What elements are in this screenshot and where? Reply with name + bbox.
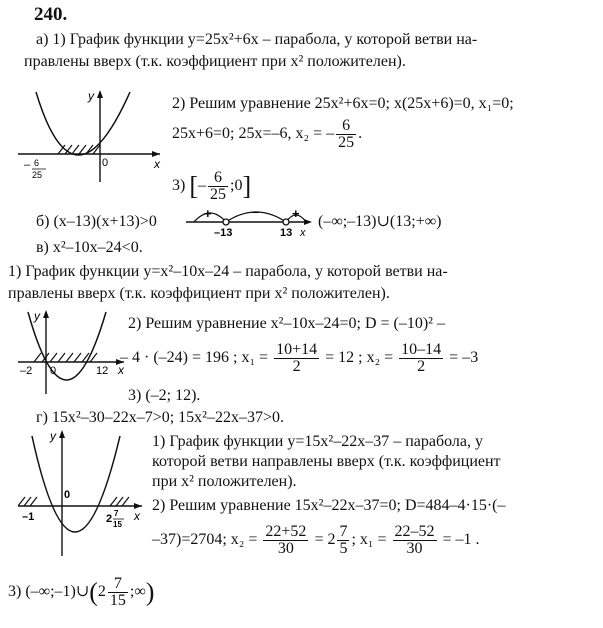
point-13	[283, 219, 289, 225]
denominator: 30	[393, 540, 437, 557]
parabola-curve	[36, 92, 130, 155]
y-axis-label: y	[50, 429, 56, 443]
part-g-step-2-line-1: 2) Решим уравнение 15x²–22x–37=0; D=484–4·15·(–	[152, 497, 506, 514]
root-right-whole: 2	[106, 513, 113, 525]
y-axis-arrow-icon	[97, 90, 103, 98]
root-left-label: –2	[20, 365, 33, 377]
interval-left: (–∞;–1)∪	[25, 583, 90, 601]
origin-label: 0	[50, 365, 57, 377]
part-v-step-3: 3) (–2; 12).	[128, 387, 201, 404]
text-fragment: .	[358, 125, 363, 143]
part-g-step-1-line-2: которой ветви направлены вверх (т.к. коэффициент	[152, 453, 501, 470]
root-right-denominator: 15	[113, 520, 122, 529]
paren-close: )	[145, 577, 155, 607]
fraction	[274, 342, 319, 375]
part-v-header: в) x²–10x–24<0.	[36, 239, 143, 256]
part-g-parabola-graph	[18, 428, 146, 558]
interval-end: ;∞	[129, 583, 146, 601]
text-fragment: = –3	[449, 349, 479, 367]
text-fragment: = –1 .	[442, 531, 480, 549]
root-sign: –	[24, 159, 31, 171]
part-a-step-3	[172, 170, 251, 203]
part-g-step-3	[8, 576, 154, 609]
numerator: 7	[339, 523, 348, 540]
interval-end: ;0	[230, 177, 243, 195]
fraction	[108, 576, 128, 609]
numerator: 6	[214, 169, 222, 186]
denominator: 25	[338, 134, 355, 151]
part-g-header: г) 15x²–30–22x–7>0; 15x²–22x–37>0.	[36, 409, 284, 426]
part-v-line-2: правлены вверх (т.к. коэффициент при x² положителен).	[8, 285, 390, 302]
text-fragment: = 12 ; x₂ =	[325, 349, 394, 367]
part-a-line-2: правлены вверх (т.к. коэффициент при x² положителен).	[24, 53, 406, 70]
root-denominator: 25	[32, 170, 43, 180]
part-g-step-1-line-1: 1) График функции y=15x²–22x–37 – парабола, у	[152, 433, 483, 450]
x-axis-label: x	[134, 509, 140, 523]
fraction	[208, 170, 228, 203]
x-axis-label: x	[154, 157, 160, 171]
label-13: 13	[280, 227, 293, 239]
denominator: 2	[399, 358, 443, 375]
bracket-open: [	[189, 171, 198, 201]
numerator: 10–14	[401, 341, 442, 358]
denominator: 5	[339, 540, 348, 557]
problem-number: 240.	[34, 4, 68, 25]
label-minus-13: –13	[214, 227, 233, 239]
numerator: 22–52	[394, 523, 435, 540]
fraction	[263, 524, 308, 557]
sign-minus: –	[252, 204, 260, 219]
fraction	[393, 524, 437, 557]
text-fragment: ; x₁ =	[351, 531, 387, 549]
part-v-line-1: 1) График функции y=x²–10x–24 – парабола, у которой ветви на-	[8, 263, 448, 280]
numerator: 10+14	[276, 341, 318, 358]
denominator: 2	[274, 358, 319, 375]
text-fragment: = 2	[314, 531, 336, 549]
part-g-step-1-line-3: при x² положителен).	[152, 473, 297, 490]
origin-label: 0	[64, 489, 71, 501]
root-numerator: 6	[34, 158, 40, 168]
root-left-label: –1	[22, 511, 35, 523]
fraction	[337, 524, 349, 557]
part-a-line-1: а) 1) График функции y=25x²+6x – парабола, у которой ветви на-	[36, 31, 478, 48]
y-axis-arrow-icon	[59, 430, 65, 438]
part-v-step-2-line-2	[120, 342, 478, 375]
part-b-inequality: б) (x–13)(x+13)>0	[36, 213, 157, 230]
point-minus-13	[223, 219, 229, 225]
text-fragment: – 4 · (–24) = 196 ; x₁ =	[120, 349, 269, 367]
sign-plus-left: +	[204, 206, 212, 221]
paren-open: (	[89, 577, 98, 607]
origin-label: 0	[102, 157, 109, 169]
step-label: 3)	[8, 583, 22, 601]
fraction	[399, 342, 443, 375]
sign-plus-right: +	[292, 206, 300, 221]
minus-sign: –	[198, 177, 206, 195]
part-v-parabola-graph	[18, 308, 128, 396]
part-g-step-2-line-2	[152, 524, 480, 557]
numerator: 6	[342, 117, 351, 134]
y-axis-label: y	[88, 89, 94, 103]
label-x: x	[300, 227, 306, 239]
text-fragment: 25x+6=0; 25x=–6, x₂ = –	[172, 125, 335, 143]
step-label: 3)	[172, 177, 186, 195]
y-axis-label: y	[34, 309, 40, 323]
part-v-step-2-line-1: 2) Решим уравнение x²–10x–24=0; D = (–10)² –	[128, 315, 445, 332]
bracket-close: ]	[242, 171, 252, 201]
denominator: 30	[263, 540, 308, 557]
part-a-parabola-graph	[18, 88, 168, 184]
root-right-numerator: 7	[114, 509, 119, 518]
numerator: 7	[113, 575, 122, 592]
hatching	[18, 497, 129, 506]
y-axis-arrow-icon	[43, 310, 49, 318]
root-right-label: 12	[96, 365, 109, 377]
fraction	[336, 118, 356, 151]
part-b-sign-line	[186, 200, 316, 240]
x-axis-label: x	[118, 363, 124, 377]
denominator: 15	[109, 592, 126, 609]
denominator: 25	[210, 186, 226, 203]
part-a-step-2-line-2	[172, 118, 362, 151]
whole-part: 2	[97, 583, 106, 601]
text-fragment: –37)=2704; x₂ =	[152, 531, 258, 549]
part-a-step-2-line-1: 2) Решим уравнение 25x²+6x=0; x(25x+6)=0, x₁=0;	[172, 95, 514, 112]
numerator: 22+52	[265, 523, 307, 540]
part-b-answer: (–∞;–13)∪(13;+∞)	[318, 213, 442, 230]
